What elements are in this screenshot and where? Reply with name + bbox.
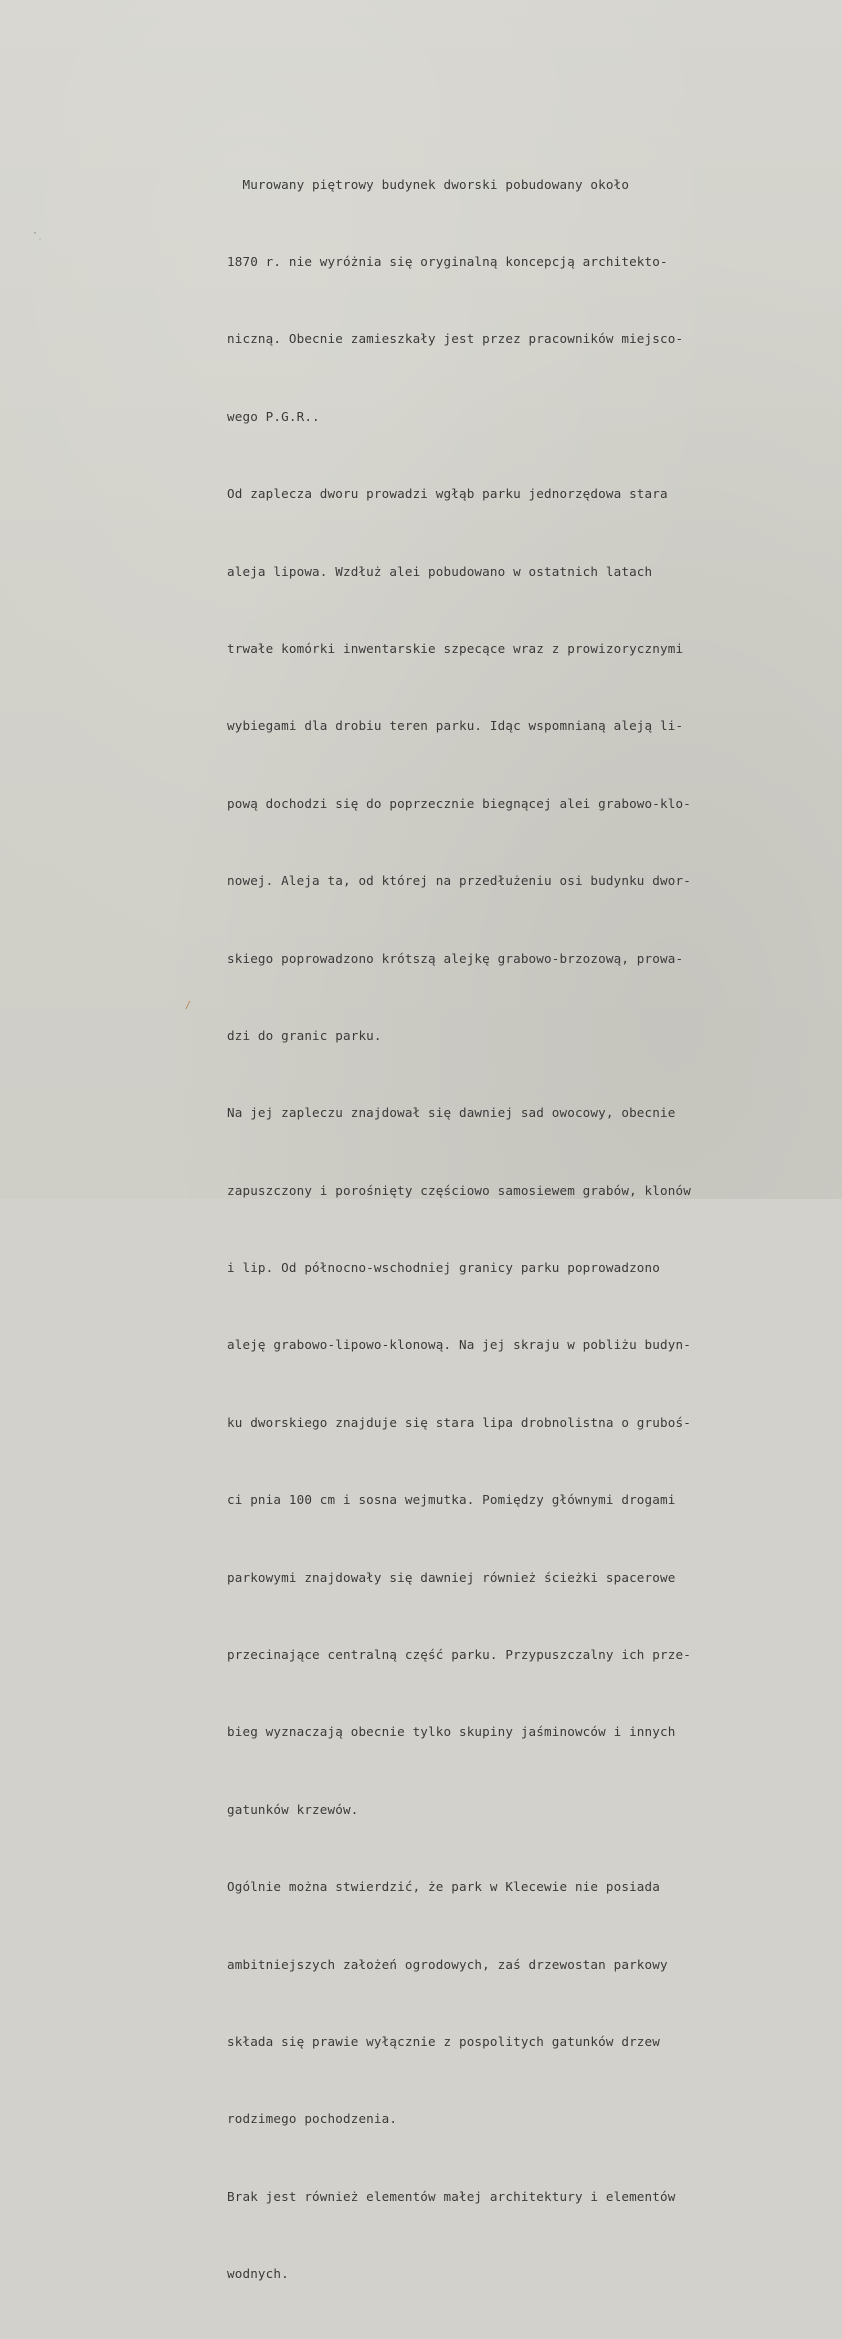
text-line-22: gatunków krzewów. [227,1801,359,1817]
text-line-1: Murowany piętrowy budynek dworski pobudowany około [227,176,630,192]
text-line-13: Na jej zapleczu znajdował się dawniej sad owocowy, obecnie [227,1105,676,1121]
text-line-28: wodnych. [227,2266,289,2282]
text-line-5: Od zaplecza dworu prowadzi wgłąb parku jednorzędowa stara [227,486,668,502]
margin-mark-3: / [185,1000,192,1011]
text-line-12: dzi do granic parku. [227,1027,382,1043]
text-line-2: 1870 r. nie wyróżnia się oryginalną koncepcją architekto- [227,253,668,269]
typed-text-body [227,120,827,2339]
text-line-14: zapuszczony i porośnięty częściowo samosiewem grabów, klonów [227,1182,691,1198]
text-line-8: wybiegami dla drobiu teren parku. Idąc wspomnianą aleją li- [227,718,684,734]
text-line-3: niczną. Obecnie zamieszkały jest przez pracowników miejsco- [227,331,684,347]
text-line-16: aleję grabowo-lipowo-klonową. Na jej skraju w pobliżu budyn- [227,1337,691,1353]
text-line-23: Ogólnie można stwierdzić, że park w Klecewie nie posiada [227,1879,660,1895]
text-line-21: bieg wyznaczają obecnie tylko skupiny jaśminowców i innych [227,1724,676,1740]
text-line-27: Brak jest również elementów małej architektury i elementów [227,2188,676,2204]
text-line-11: skiego poprowadzono krótszą alejkę grabowo-brzozową, prowa- [227,950,684,966]
text-line-15: i lip. Od północno-wschodniej granicy parku poprowadzono [227,1260,660,1276]
text-line-17: ku dworskiego znajduje się stara lipa drobnolistna o gruboś- [227,1414,691,1430]
text-line-24: ambitniejszych założeń ogrodowych, zaś drzewostan parkowy [227,1956,668,1972]
text-line-20: przecinające centralną część parku. Przypuszczalny ich prze- [227,1647,691,1663]
text-line-10: nowej. Aleja ta, od której na przedłużeniu osi budynku dwor- [227,873,691,889]
margin-mark-1: · [32,228,39,239]
text-line-4: wego P.G.R.. [227,408,320,424]
text-line-25: składa się prawie wyłącznie z pospolitych gatunków drzew [227,2033,660,2049]
text-line-18: ci pnia 100 cm i sosna wejmutka. Pomiędzy głównymi drogami [227,1492,676,1508]
text-line-7: trwałe komórki inwentarskie szpecące wraz z prowizorycznymi [227,640,684,656]
text-line-26: rodzimego pochodzenia. [227,2111,398,2127]
text-line-6: aleja lipowa. Wzdłuż alei pobudowano w ostatnich latach [227,563,653,579]
margin-mark-2: ˙ [37,238,44,249]
text-line-19: parkowymi znajdowały się dawniej również ścieżki spacerowe [227,1569,676,1585]
text-line-9: pową dochodzi się do poprzecznie biegnącej alei grabowo-klo- [227,795,691,811]
